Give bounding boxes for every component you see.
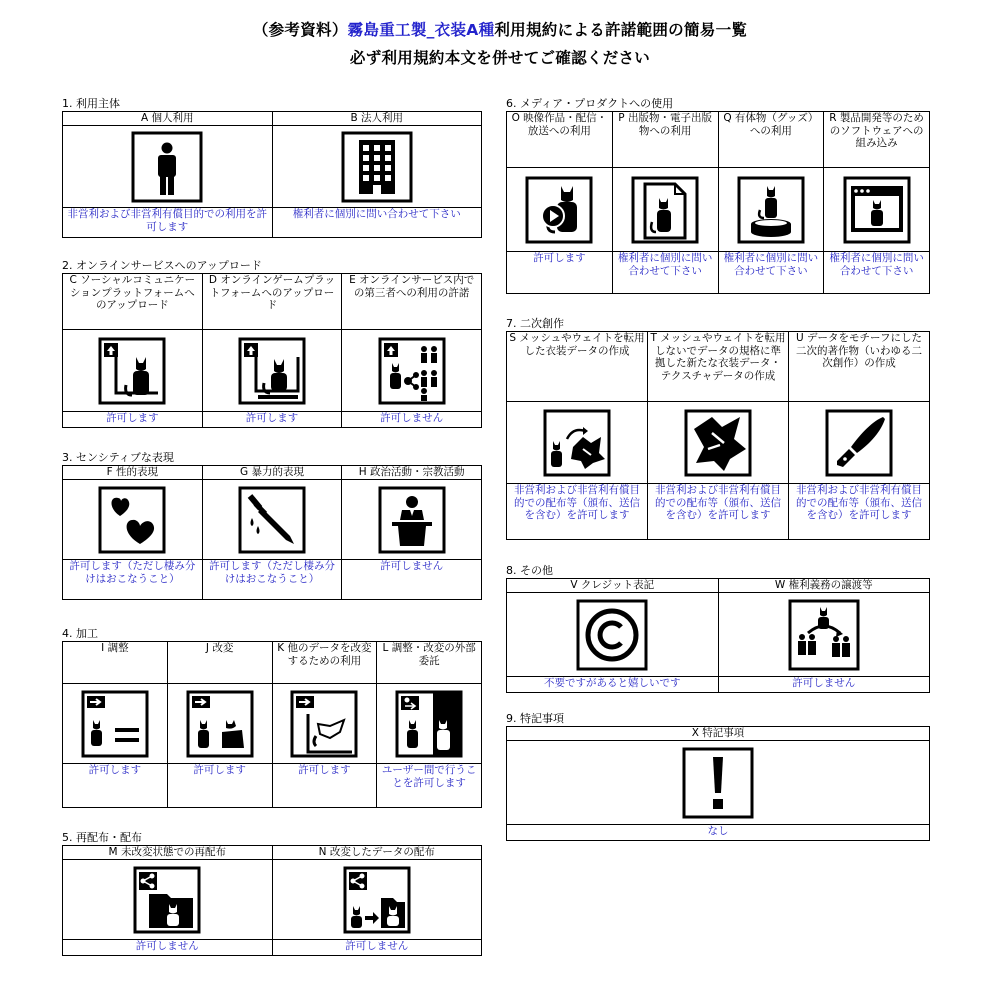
category-label: S メッシュやウェイトを転用した衣装データの作成 [507, 332, 648, 402]
building-icon [273, 131, 482, 203]
category-label: C ソーシャルコミュニケーションプラットフォームへのアップロード [63, 274, 203, 330]
title-prefix: （参考資料） [252, 21, 348, 39]
new-costume-icon [648, 409, 788, 477]
section-sensitive-expression [62, 451, 482, 600]
knife-icon [203, 486, 342, 554]
answer-text: 許可しません [342, 560, 482, 600]
category-label: L 調整・改変の外部委託 [377, 642, 482, 684]
answer-text: 許可します [507, 252, 613, 294]
answer-text: 許可しません [272, 940, 482, 956]
section-table [506, 578, 930, 693]
section-online-upload [62, 259, 482, 428]
person-icon [63, 131, 272, 203]
title-suffix: 利用規約による許諾範囲の簡易一覧 [494, 21, 748, 39]
answer-text: 許可します [63, 412, 203, 428]
category-label: P 出版物・電子出版物への利用 [612, 112, 718, 168]
section-redistribution [62, 831, 482, 956]
category-label: A 個人利用 [63, 112, 273, 126]
section-title: 4. 加工 [62, 627, 98, 640]
section-media-products [506, 97, 930, 294]
category-label: J 改変 [167, 642, 272, 684]
section-title: 6. メディア・プロダクトへの使用 [506, 97, 674, 110]
mesh-transfer-icon [507, 409, 647, 477]
publication-icon [613, 176, 718, 244]
section-title: 7. 二次創作 [506, 317, 564, 330]
figure-goods-icon [719, 176, 824, 244]
category-label: D オンラインゲームプラットフォームへのアップロード [202, 274, 342, 330]
category-label: G 暴力的表現 [202, 466, 342, 480]
section-other [506, 564, 930, 693]
section-special-notes [506, 712, 930, 841]
answer-text: なし [507, 825, 930, 841]
answer-text: 許可します [272, 764, 377, 808]
answer-text: 非営利および非営利有償目的での配布等（頒布、送信を含む）を許可します [789, 484, 930, 540]
category-label: Q 有体物（グッズ）への利用 [718, 112, 824, 168]
section-table [62, 273, 482, 428]
answer-text: 許可しません [342, 412, 482, 428]
software-icon [824, 176, 929, 244]
page-title [0, 18, 1000, 40]
section-table [506, 111, 930, 294]
answer-text: 権利者に個別に問い合わせて下さい [272, 208, 482, 238]
podium-icon [342, 486, 481, 554]
answer-text: 許可します [167, 764, 272, 808]
title-product-name: 霧島重工製_衣装A種 [347, 21, 495, 39]
section-title: 3. センシティブな表現 [62, 451, 174, 464]
category-label: W 権利義務の譲渡等 [718, 579, 930, 593]
outsource-icon [377, 690, 481, 758]
answer-text: 権利者に個別に問い合わせて下さい [612, 252, 718, 294]
section-title: 8. その他 [506, 564, 553, 577]
section-title: 1. 利用主体 [62, 97, 120, 110]
answer-text: 不要ですがあると嬉しいです [507, 677, 719, 693]
answer-text: 許可します [202, 412, 342, 428]
third-party-license-icon [342, 337, 481, 405]
category-label: T メッシュやウェイトを転用しないでデータの規格に準拠した新たな衣装データ・テクスチャデータの作成 [648, 332, 789, 402]
category-label: R 製品開発等のためのソフトウェアへの組み込み [824, 112, 930, 168]
answer-text: 許可しません [63, 940, 273, 956]
category-label: O 映像作品・配信・放送への利用 [507, 112, 613, 168]
redistribute-icon [63, 866, 272, 934]
adjust-icon [63, 690, 167, 758]
answer-text: 許可しません [718, 677, 930, 693]
answer-text: 権利者に個別に問い合わせて下さい [718, 252, 824, 294]
category-label: E オンラインサービス内での第三者への利用の許諾 [342, 274, 482, 330]
upload-game-icon [203, 337, 342, 405]
section-title: 5. 再配布・配布 [62, 831, 142, 844]
section-table [62, 641, 482, 808]
section-title: 2. オンラインサービスへのアップロード [62, 259, 262, 272]
category-label: X 特記事項 [507, 727, 930, 741]
exclamation-icon [507, 747, 929, 819]
section-table [506, 726, 930, 841]
section-table [506, 331, 930, 540]
category-label: U データをモチーフにした二次的著作物（いわゆる二次創作）の作成 [789, 332, 930, 402]
category-label: M 未改変状態での再配布 [63, 846, 273, 860]
category-label: H 政治活動・宗教活動 [342, 466, 482, 480]
page-subtitle: 必ず利用規約本文を併せてご確認ください [349, 49, 651, 67]
section-usage-subject [62, 97, 482, 238]
pen-icon [789, 409, 929, 477]
section-table [62, 845, 482, 956]
answer-text: 許可します [63, 764, 168, 808]
section-processing [62, 627, 482, 808]
category-label: V クレジット表記 [507, 579, 719, 593]
answer-text: 非営利および非営利有償目的での配布等（頒布、送信を含む）を許可します [648, 484, 789, 540]
answer-text: 許可します（ただし棲み分けはおこなうこと） [63, 560, 203, 600]
answer-text: 許可します（ただし棲み分けはおこなうこと） [202, 560, 342, 600]
copyright-icon [507, 599, 718, 671]
category-label: N 改変したデータの配布 [272, 846, 482, 860]
category-label: B 法人利用 [272, 112, 482, 126]
section-table [62, 111, 482, 238]
page-header [0, 18, 1000, 68]
modify-icon [168, 690, 272, 758]
answer-text: 権利者に個別に問い合わせて下さい [824, 252, 930, 294]
category-label: K 他のデータを改変するための利用 [272, 642, 377, 684]
hearts-icon [63, 486, 202, 554]
video-icon [507, 176, 612, 244]
category-label: F 性的表現 [63, 466, 203, 480]
transfer-rights-icon [719, 599, 930, 671]
use-for-modify-icon [273, 690, 377, 758]
section-title: 9. 特記事項 [506, 712, 564, 725]
section-derivative-works [506, 317, 930, 540]
distribute-modified-icon [273, 866, 482, 934]
category-label: I 調整 [63, 642, 168, 684]
section-table [62, 465, 482, 600]
answer-text: ユーザー間で行うことを許可します [377, 764, 482, 808]
answer-text: 非営利および非営利有償目的での配布等（頒布、送信を含む）を許可します [507, 484, 648, 540]
upload-sns-icon [63, 337, 202, 405]
answer-text: 非営利および非営利有償目的での利用を許可します [63, 208, 273, 238]
